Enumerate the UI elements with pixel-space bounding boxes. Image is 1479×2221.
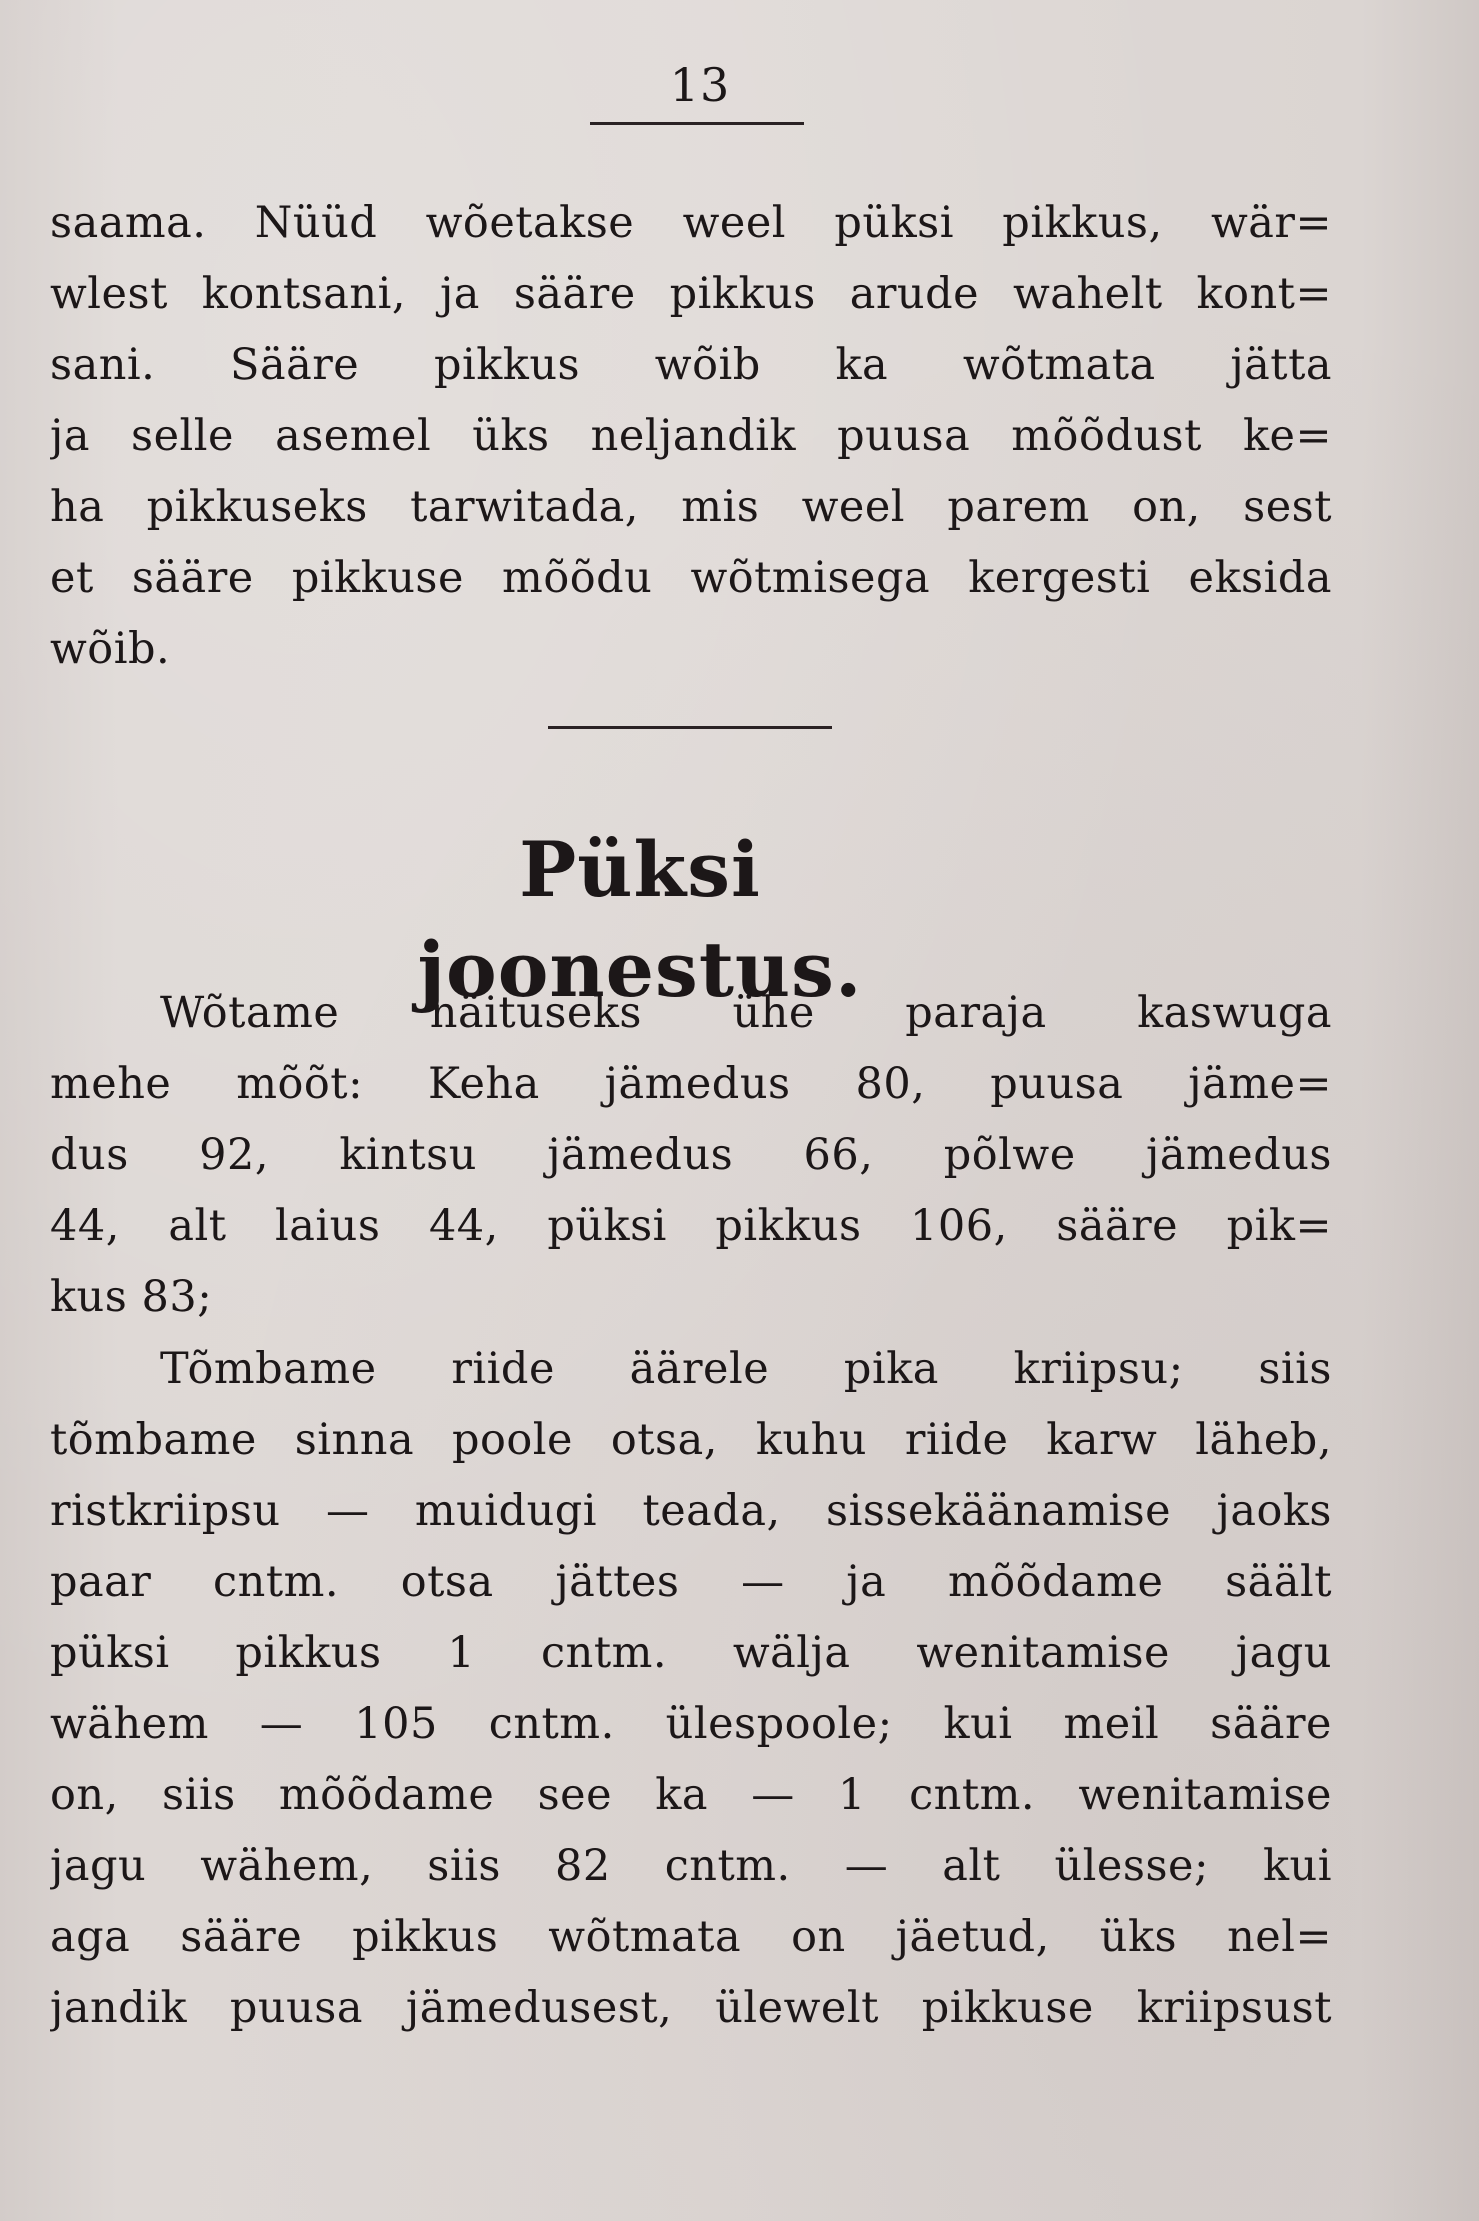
- text-line: mehe mõõt: Keha jämedus 80, puusa jäme=: [50, 1059, 1332, 1109]
- text-line: Wõtame näituseks ühe paraja kaswuga: [160, 988, 1332, 1038]
- text-line: sani. Sääre pikkus wõib ka wõtmata jätta: [50, 340, 1332, 390]
- text-line: 44, alt laius 44, püksi pikkus 106, sääre pik=: [50, 1201, 1332, 1251]
- text-line: jandik puusa jämedusest, ülewelt pikkuse kriipsust: [50, 1983, 1332, 2033]
- section-divider: [548, 726, 832, 729]
- text-line: püksi pikkus 1 cntm. wälja wenitamise jagu: [50, 1628, 1332, 1678]
- paragraph-instructions: [50, 1334, 1332, 2044]
- page-number: 13: [669, 58, 731, 112]
- text-line: wõib.: [50, 624, 171, 674]
- text-line: paar cntm. otsa jättes — ja mõõdame säält: [50, 1557, 1332, 1607]
- text-line: ja selle asemel üks neljandik puusa mõõdust ke=: [50, 411, 1332, 461]
- text-line: dus 92, kintsu jämedus 66, põlwe jämedus: [50, 1130, 1332, 1180]
- text-line: wähem — 105 cntm. ülespoole; kui meil sääre: [50, 1699, 1332, 1749]
- text-line: saama. Nüüd wõetakse weel püksi pikkus, wär=: [50, 198, 1332, 248]
- text-line: et sääre pikkuse mõõdu wõtmisega kergesti eksida: [50, 553, 1332, 603]
- text-line: aga sääre pikkus wõtmata on jäetud, üks nel=: [50, 1912, 1332, 1962]
- text-line: kus 83;: [50, 1272, 213, 1322]
- text-line: tõmbame sinna poole otsa, kuhu riide karw läheb,: [50, 1415, 1332, 1465]
- header-rule: [590, 122, 804, 125]
- paragraph-continuation: [50, 188, 1332, 685]
- text-line: ha pikkuseks tarwitada, mis weel parem on, sest: [50, 482, 1332, 532]
- section-heading: Püksi joonestus.: [417, 825, 863, 1014]
- text-line: jagu wähem, siis 82 cntm. — alt ülesse; kui: [50, 1841, 1332, 1891]
- text-line: ristkriipsu — muidugi teada, sissekäänamise jaoks: [50, 1486, 1332, 1536]
- text-line: Tõmbame riide äärele pika kriipsu; siis: [160, 1344, 1332, 1394]
- text-line: wlest kontsani, ja sääre pikkus arude wahelt kont=: [50, 269, 1332, 319]
- text-line: on, siis mõõdame see ka — 1 cntm. wenitamise: [50, 1770, 1332, 1820]
- paragraph-measurements: [50, 978, 1332, 1333]
